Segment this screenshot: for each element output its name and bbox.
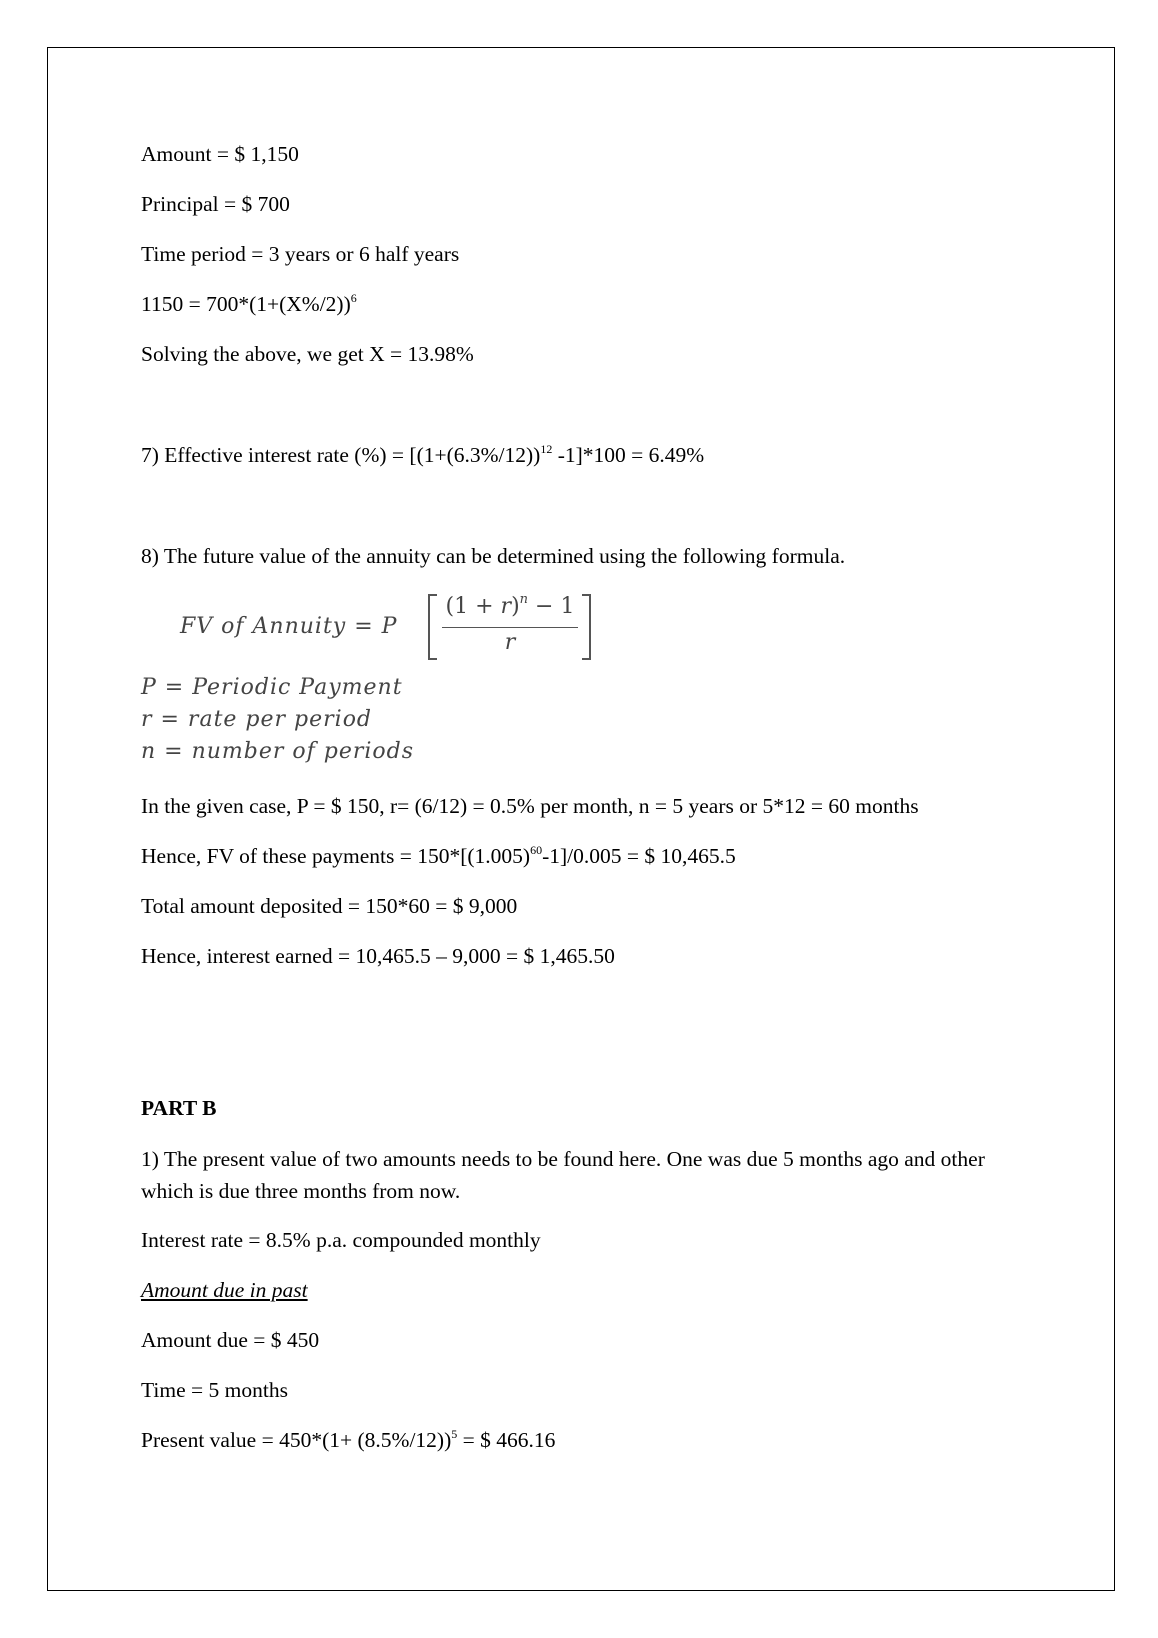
equation-line	[141, 288, 357, 320]
principal-line: Principal = $ 700	[141, 192, 290, 216]
part-b-heading: PART B	[141, 1096, 217, 1120]
q7-line	[141, 439, 704, 471]
q7-text-pre: 7) Effective interest rate (%) = [(1+(6.3%/12))	[141, 443, 541, 467]
formula-lhs: FV of Annuity = P	[180, 614, 398, 639]
definition-r: r = rate per period	[141, 707, 373, 732]
fv-exponent: 60	[530, 843, 543, 857]
formula-right-bracket	[582, 594, 591, 660]
amount-line: Amount = $ 1,150	[141, 142, 299, 166]
formula-num-tail: − 1	[528, 594, 575, 619]
formula-num-close: )	[511, 594, 520, 619]
q8-intro-line: 8) The future value of the annuity can be determined using the following formula.	[141, 544, 846, 568]
q7-text-post: -1]*100 = 6.49%	[552, 443, 705, 467]
time-period-line: Time period = 3 years or 6 half years	[141, 242, 460, 266]
formula-num-exponent: n	[519, 592, 529, 607]
formula-num-open: (1 +	[445, 594, 501, 619]
formula-definitions	[141, 672, 414, 768]
formula-fraction-bar	[442, 627, 578, 628]
solution-line: Solving the above, we get X = 13.98%	[141, 342, 474, 366]
interest-rate-line: Interest rate = 8.5% p.a. compounded monthly	[141, 1228, 541, 1252]
equation-exponent: 6	[350, 291, 357, 305]
total-deposited-line: Total amount deposited = 150*60 = $ 9,000	[141, 894, 518, 918]
interest-earned-line: Hence, interest earned = 10,465.5 – 9,000 = $ 1,465.50	[141, 944, 615, 968]
part-b-q1-text: 1) The present value of two amounts needs to be found here. One was due 5 months ago and other which is due three months from now.	[141, 1147, 985, 1203]
present-value-line	[141, 1424, 555, 1456]
formula-numerator	[442, 594, 578, 619]
definition-p: P = Periodic Payment	[141, 675, 403, 700]
given-case-line: In the given case, P = $ 150, r= (6/12) = 0.5% per month, n = 5 years or 5*12 = 60 months	[141, 794, 919, 818]
fv-text-pre: Hence, FV of these payments = 150*[(1.005)	[141, 844, 531, 868]
q7-exponent: 12	[540, 442, 553, 456]
formula-num-var: r	[500, 594, 512, 619]
fv-line	[141, 840, 736, 872]
formula-left-bracket	[428, 594, 437, 660]
amount-due-line: Amount due = $ 450	[141, 1328, 320, 1352]
definition-n: n = number of periods	[141, 739, 415, 764]
formula-denominator: r	[504, 630, 516, 655]
pv-text-post: = $ 466.16	[457, 1428, 556, 1452]
pv-text-pre: Present value = 450*(1+ (8.5%/12))	[141, 1428, 452, 1452]
fv-text-post: -1]/0.005 = $ 10,465.5	[542, 844, 736, 868]
amount-due-past-subheading: Amount due in past	[141, 1278, 308, 1302]
equation-base: 1150 = 700*(1+(X%/2))	[141, 292, 351, 316]
time-line: Time = 5 months	[141, 1378, 288, 1402]
pv-exponent: 5	[451, 1427, 458, 1441]
